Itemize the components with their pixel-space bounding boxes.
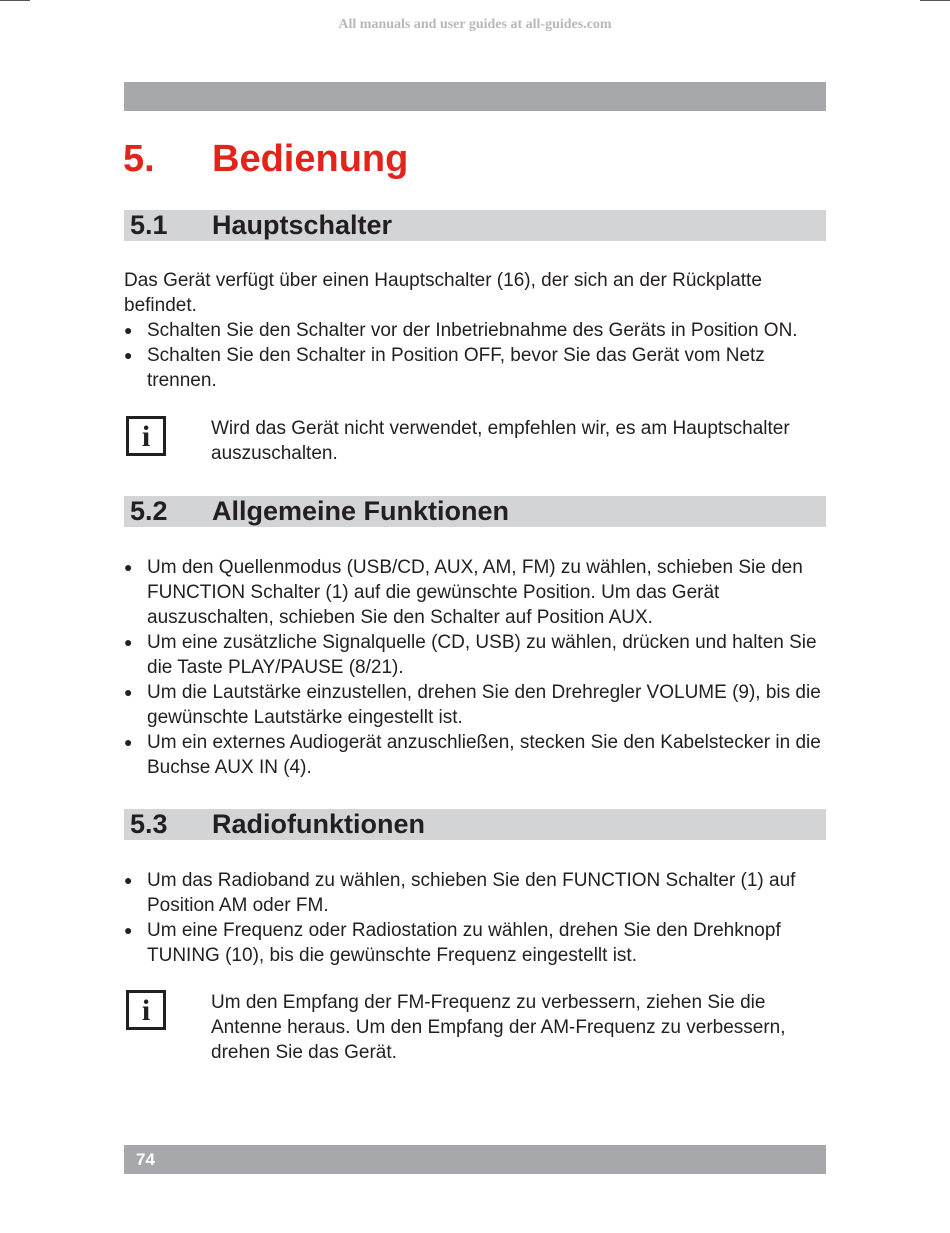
bullet-list-hauptschalter xyxy=(124,318,826,393)
header-bar xyxy=(124,82,826,111)
info-note: Wird das Gerät nicht verwendet, empfehlen wir, es am Hauptschalter auszuschalten. xyxy=(211,418,790,464)
list-item: ● Um die Lautstärke einzustellen, drehen Sie den Drehregler VOLUME (9), bis die gewünschte Lautstärke eingestellt ist. xyxy=(124,680,826,730)
info-note: Um den Empfang der FM-Frequenz zu verbessern, ziehen Sie die Antenne heraus. Um den Empfang der AM-Frequenz zu verbessern, drehen Sie das Gerät. xyxy=(211,992,786,1063)
chapter-title xyxy=(123,138,408,181)
list-item: ● Um ein externes Audiogerät anzuschließen, stecken Sie den Kabelstecker in die Buchse AUX IN (4). xyxy=(124,730,826,780)
chapter-title-text: Bedienung xyxy=(212,138,409,180)
section-title: Radiofunktionen xyxy=(212,809,425,839)
section-number: 5.1 xyxy=(130,210,168,240)
section-number: 5.3 xyxy=(130,809,168,839)
section-title: Hauptschalter xyxy=(212,210,393,240)
watermark: All manuals and user guides at all-guides.com xyxy=(338,17,612,32)
info-icon: i xyxy=(126,416,166,456)
list-item: ● Um das Radioband zu wählen, schieben Sie den FUNCTION Schalter (1) auf Position AM oder FM. xyxy=(124,868,826,918)
section-title: Allgemeine Funktionen xyxy=(212,496,510,526)
list-item: ● Um eine Frequenz oder Radiostation zu wählen, drehen Sie den Drehknopf TUNING (10), bis die gewünschte Frequenz eingestellt ist. xyxy=(124,918,826,968)
list-item: ● Um den Quellenmodus (USB/CD, AUX, AM, FM) zu wählen, schieben Sie den FUNCTION Schalter (1) auf die gewünschte Position. Um das Gerät auszuschalten, schieben Sie den Schalter auf Position AUX. xyxy=(124,555,826,630)
section-heading-allgemeine-funktionen xyxy=(124,496,826,527)
list-item: ● Schalten Sie den Schalter in Position OFF, bevor Sie das Gerät vom Netz trennen. xyxy=(124,343,826,393)
crop-mark-left xyxy=(0,0,30,1)
section-heading-hauptschalter xyxy=(124,210,826,241)
info-icon: i xyxy=(126,990,166,1030)
list-item: ● Um eine zusätzliche Signalquelle (CD, USB) zu wählen, drücken und halten Sie die Taste PLAY/PAUSE (8/21). xyxy=(124,630,826,680)
footer-bar xyxy=(124,1145,826,1174)
chapter-number: 5. xyxy=(123,138,155,180)
section-number: 5.2 xyxy=(130,496,168,526)
crop-mark-right xyxy=(920,0,950,1)
bullet-list-radiofunktionen xyxy=(124,868,826,968)
section-heading-radiofunktionen xyxy=(124,809,826,840)
page-number: 74 xyxy=(136,1150,155,1169)
bullet-list-allgemeine-funktionen xyxy=(124,555,826,780)
list-item: ● Schalten Sie den Schalter vor der Inbetriebnahme des Geräts in Position ON. xyxy=(124,318,826,343)
section-intro: Das Gerät verfügt über einen Hauptschalter (16), der sich an der Rückplatte befindet. xyxy=(124,270,762,316)
